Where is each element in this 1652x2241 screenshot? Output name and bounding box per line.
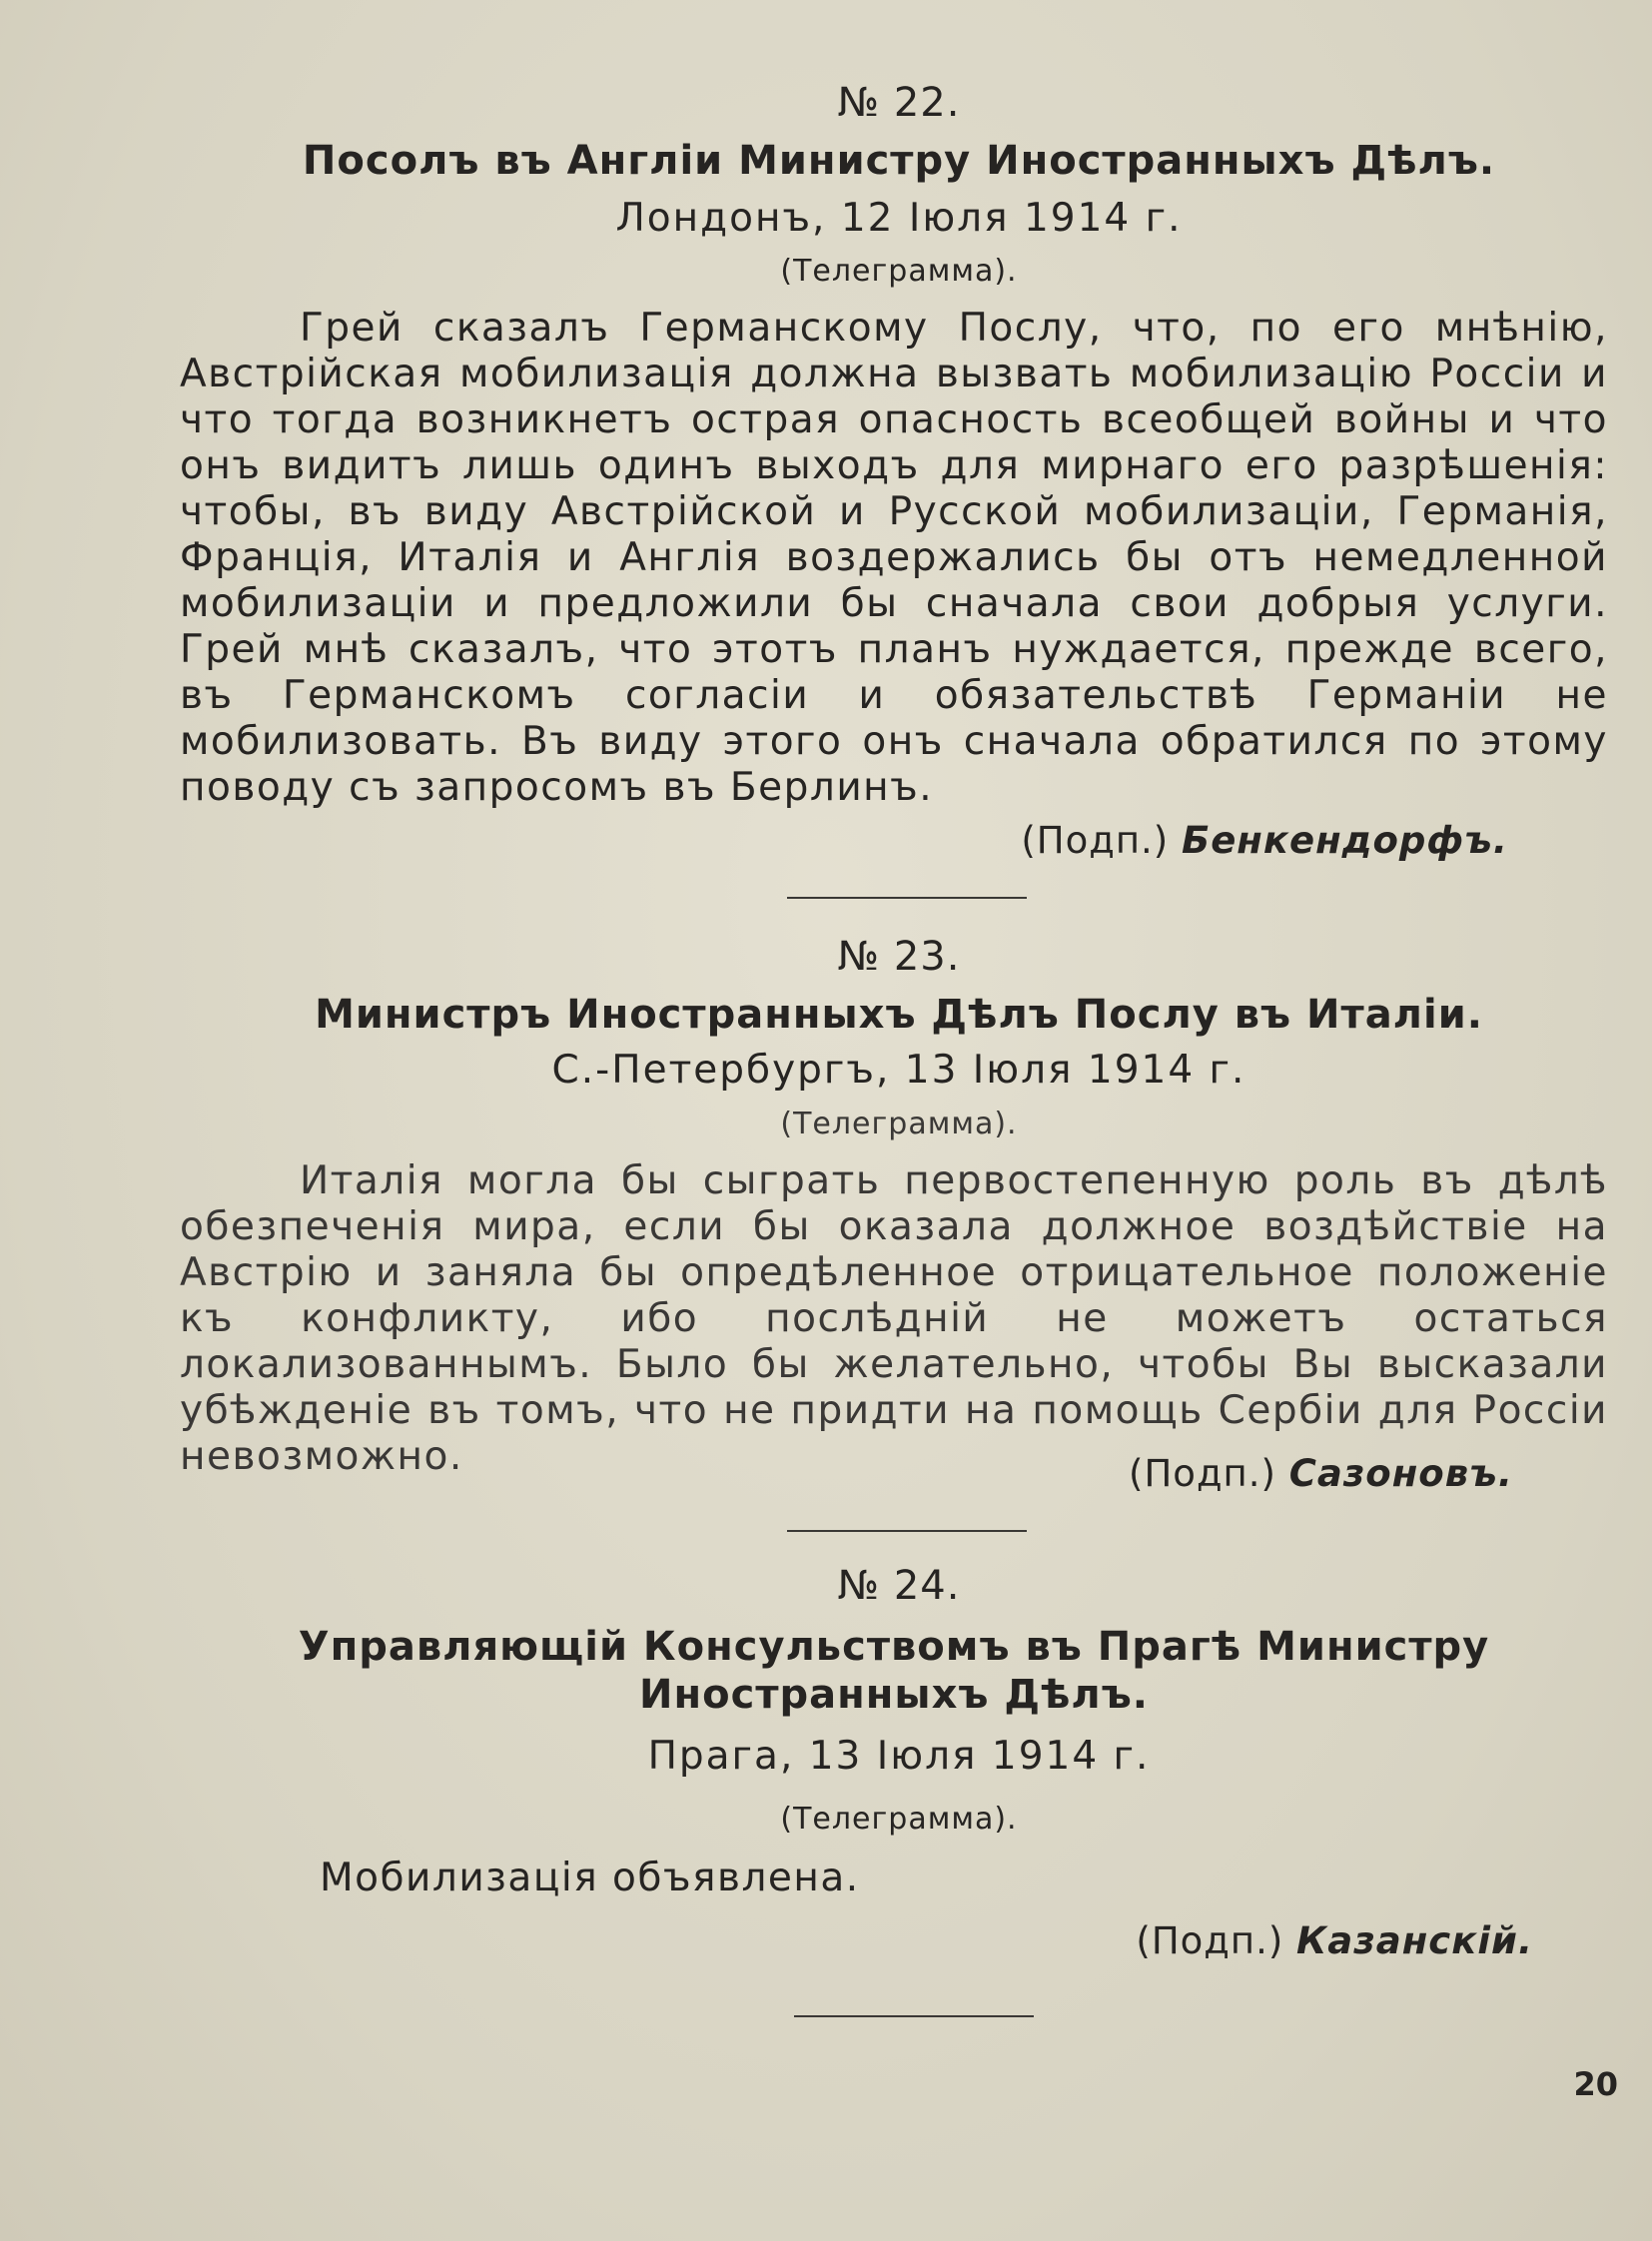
entry-24-sig-prefix: (Подп.) (1136, 1919, 1284, 1962)
entry-22-number: № 22. (837, 80, 961, 126)
entry-23-number: № 23. (837, 934, 961, 980)
entry-24-signature (1136, 1919, 1533, 1962)
entry-24-text: Мобилизація объявлена. (320, 1856, 860, 1900)
entry-24-type: (Телеграмма). (780, 1802, 1018, 1837)
entry-23-signature (1129, 1452, 1513, 1495)
entry-24-title: Управляющій Консульствомъ въ Прагѣ Министру Иностранныхъ Дѣлъ. (298, 1624, 1490, 1718)
entry-23-sig-name: Сазоновъ. (1288, 1452, 1513, 1495)
entry-22-sig-prefix: (Подп.) (1021, 819, 1170, 862)
page-number: 20 (1573, 2065, 1618, 2103)
entry-24-number: № 24. (837, 1563, 961, 1609)
divider-rule (787, 1530, 1027, 1532)
entry-22-type: (Телеграмма). (780, 254, 1018, 289)
entry-24-place-date: Прага, 13 Іюля 1914 г. (647, 1734, 1151, 1779)
entry-22-place-date: Лондонъ, 12 Іюля 1914 г. (615, 196, 1183, 241)
entry-22-text: Грей сказалъ Германскому Послу, что, по его мнѣнію, Австрійская мобилизація должна вызвать мобилизацію Россіи и что тогда возникнетъ острая опасность всеобщей войны и что онъ видитъ лишь одинъ выходъ для мирнаго его разрѣшенія: чтобы, въ виду Австрійской и Русской мобилизаціи, Германія, Франція, Италія и Англія воздержались бы отъ немедленной мобилизаціи и предложили бы сначала свои добрыя услуги. Грей мнѣ сказалъ, что этотъ планъ нуждается, прежде всего, въ Германскомъ согласіи и обязательствѣ Германіи не мобилизовать. Въ виду этого онъ сначала обратился по этому поводу съ запросомъ въ Берлинъ. (180, 306, 1608, 810)
entry-24-sig-name: Казанскій. (1296, 1919, 1533, 1962)
entry-22-sig-name: Бенкендорфъ. (1182, 819, 1508, 862)
document-page (180, 0, 1618, 2241)
entry-23-place-date: С.-Петербургъ, 13 Іюля 1914 г. (551, 1048, 1246, 1093)
entry-22-title: Посолъ въ Англіи Министру Иностранныхъ Дѣлъ. (302, 138, 1496, 184)
divider-rule (787, 897, 1027, 899)
divider-rule (794, 2015, 1034, 2017)
entry-23-title: Министръ Иностранныхъ Дѣлъ Послу въ Италіи. (315, 992, 1483, 1038)
entry-22-signature (1021, 819, 1508, 862)
entry-23-type: (Телеграмма). (780, 1107, 1018, 1141)
entry-23-text: Италія могла бы сыграть первостепенную роль въ дѣлѣ обезпеченія мира, если бы оказала должное воздѣйствіе на Австрію и заняла бы опредѣленное отрицательное положеніе къ конфликту, ибо послѣдній не можетъ остаться локализованнымъ. Было бы желательно, чтобы Вы высказали убѣжденіе въ томъ, что не придти на помощь Сербіи для Россіи невозможно. (180, 1158, 1608, 1479)
entry-23-sig-prefix: (Подп.) (1129, 1452, 1276, 1495)
